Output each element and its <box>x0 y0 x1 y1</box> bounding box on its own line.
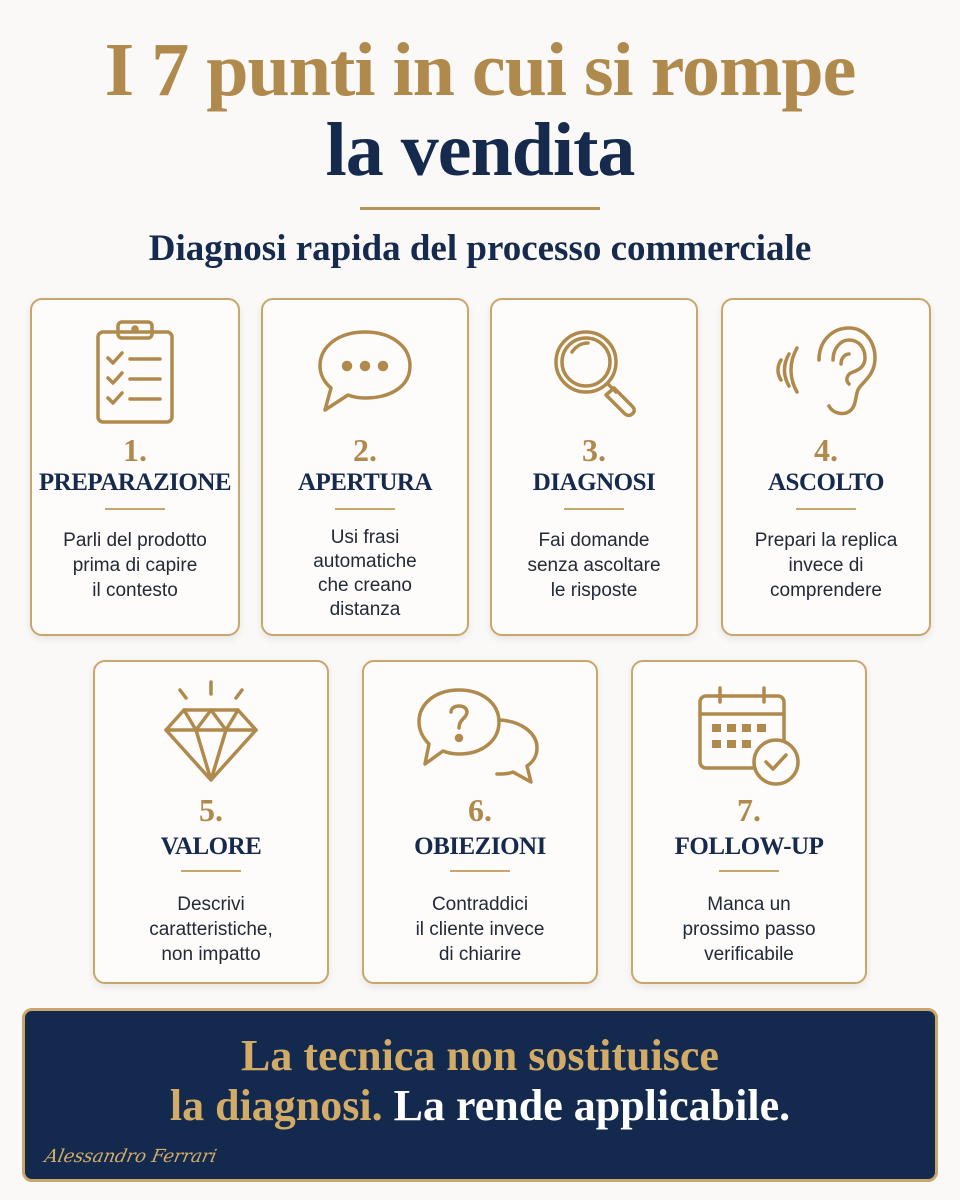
card-divider <box>564 508 624 510</box>
card-title: VALORE <box>160 833 262 860</box>
card-description <box>731 528 921 603</box>
card-ascolto <box>721 298 931 636</box>
card-description <box>641 892 857 967</box>
desc-line: caratteristiche, <box>149 919 273 940</box>
diamond-icon <box>95 676 327 786</box>
card-number: 2. <box>353 432 377 468</box>
card-title: DIAGNOSI <box>532 469 656 496</box>
desc-line: Manca un <box>707 894 791 915</box>
author-signature: Alessandro Ferrari <box>42 1146 219 1167</box>
desc-line: Fai domande <box>538 530 650 551</box>
title-divider <box>360 207 600 210</box>
card-title: ASCOLTO <box>767 469 884 496</box>
card-divider <box>335 508 395 510</box>
closing-banner <box>22 1008 938 1182</box>
banner-statement: La rende applicabile. <box>393 1081 791 1130</box>
card-divider <box>450 870 510 872</box>
desc-line: prossimo passo <box>682 919 816 940</box>
card-divider <box>105 508 165 510</box>
card-description <box>271 526 459 622</box>
desc-line: il cliente invece <box>415 919 545 940</box>
calendar-check-icon <box>633 682 865 792</box>
desc-line: Usi frasi <box>330 527 400 548</box>
card-divider <box>719 870 779 872</box>
card-number: 1. <box>123 432 147 468</box>
desc-line: distanza <box>329 599 401 620</box>
card-apertura <box>261 298 469 636</box>
desc-line: Descrivi <box>177 894 245 915</box>
card-description <box>372 892 588 967</box>
desc-line: Parli del prodotto <box>63 530 207 551</box>
card-divider <box>181 870 241 872</box>
desc-line: che creano <box>317 575 412 596</box>
card-divider <box>796 508 856 510</box>
desc-line: Contraddici <box>431 894 529 915</box>
desc-line: automatiche <box>313 551 417 572</box>
desc-line: di chiarire <box>438 944 522 965</box>
card-number: 4. <box>814 432 838 468</box>
card-follow-up <box>631 660 867 984</box>
magnifying-glass-icon <box>492 322 696 422</box>
card-number: 3. <box>582 432 606 468</box>
card-title: APERTURA <box>297 469 432 496</box>
banner-highlight: la diagnosi. <box>169 1081 383 1130</box>
desc-line: il contesto <box>92 580 178 601</box>
card-description <box>500 528 688 603</box>
card-description <box>103 892 319 967</box>
card-description <box>40 528 230 603</box>
card-valore <box>93 660 329 984</box>
desc-line: non impatto <box>161 944 261 965</box>
speech-bubble-icon <box>263 326 467 416</box>
banner-line-1: La tecnica non sostituisce <box>241 1031 719 1080</box>
card-title: FOLLOW-UP <box>674 833 824 860</box>
desc-line: senza ascoltare <box>527 555 661 576</box>
clipboard-checklist-icon <box>32 318 238 428</box>
card-number: 6. <box>468 792 492 828</box>
desc-line: invece di <box>788 555 864 576</box>
desc-line: prima di capire <box>72 555 198 576</box>
title-line-2: la vendita <box>325 108 635 192</box>
desc-line: Prepari la replica <box>754 530 898 551</box>
desc-line: verificabile <box>704 944 794 965</box>
title-line-1: I 7 punti in cui si rompe <box>104 28 856 112</box>
card-diagnosi <box>490 298 698 636</box>
card-preparazione <box>30 298 240 636</box>
card-title: PREPARAZIONE <box>38 469 232 496</box>
desc-line: comprendere <box>770 580 882 601</box>
subtitle: Diagnosi rapida del processo commerciale <box>148 228 812 269</box>
card-obiezioni <box>362 660 598 984</box>
banner-line-2 <box>25 1081 935 1131</box>
card-number: 7. <box>737 792 761 828</box>
question-chat-icon <box>364 684 596 784</box>
ear-icon <box>723 320 929 420</box>
card-title: OBIEZIONI <box>414 833 546 860</box>
desc-line: le risposte <box>550 580 638 601</box>
card-number: 5. <box>199 792 223 828</box>
